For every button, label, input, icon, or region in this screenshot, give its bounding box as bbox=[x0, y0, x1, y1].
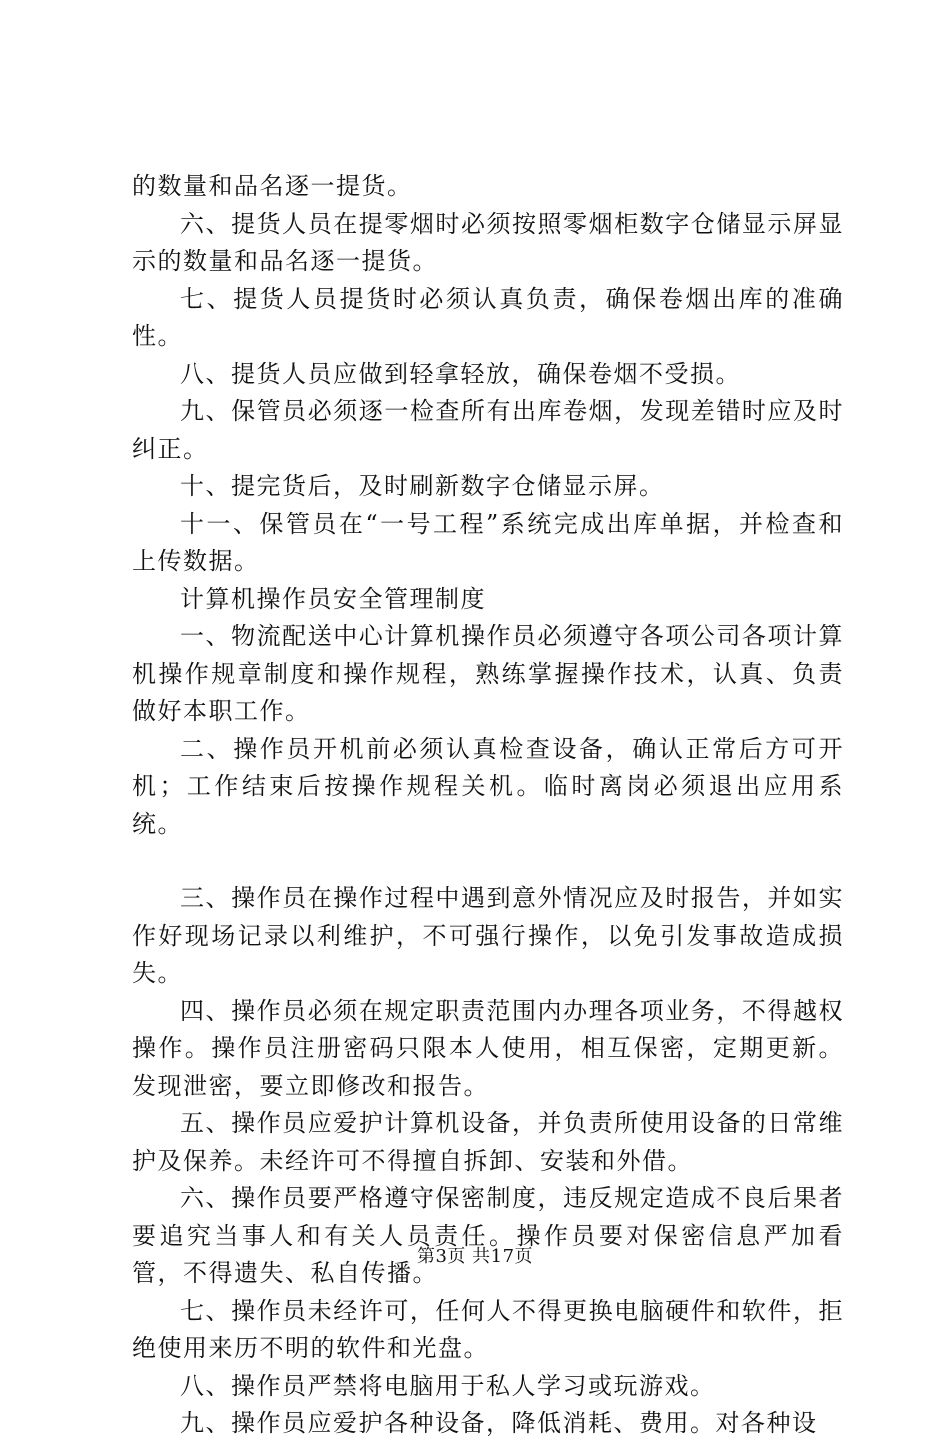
rule-item-2: 二、操作员开机前必须认真检查设备，确认正常后方可开机；工作结束后按操作规程关机。临时离岗必须退出应用系统。 bbox=[132, 734, 844, 838]
paragraph-item-8: 八、提货人员应做到轻拿轻放，确保卷烟不受损。 bbox=[180, 359, 741, 388]
rule-item-1: 一、物流配送中心计算机操作员必须遵守各项公司各项计算机操作规章制度和操作规程，熟练掌握操作技术，认真、负责做好本职工作。 bbox=[132, 622, 844, 725]
rule-item-9: 九、操作员应爱护各种设备，降低消耗、费用。对各种设 bbox=[180, 1409, 818, 1437]
section-heading: 计算机操作员安全管理制度 bbox=[180, 584, 486, 613]
paragraph-gap bbox=[132, 843, 844, 880]
rule-item-4: 四、操作员必须在规定职责范围内办理各项业务，不得越权操作。操作员注册密码只限本人使用，相互保密，定期更新。发现泄密，要立即修改和报告。 bbox=[132, 996, 844, 1100]
paragraph-item-7: 七、提货人员提货时必须认真负责，确保卷烟出库的准确性。 bbox=[132, 284, 844, 350]
paragraph-continuation: 的数量和品名逐一提货。 bbox=[132, 172, 413, 200]
page-number-footer: 第3页 共17页 bbox=[416, 1246, 534, 1267]
paragraph-item-10: 十、提完货后，及时刷新数字仓储显示屏。 bbox=[180, 472, 665, 500]
paragraph-item-6: 六、提货人员在提零烟时必须按照零烟柜数字仓储显示屏显示的数量和品名逐一提货。 bbox=[132, 209, 844, 275]
rule-item-8: 八、操作员严禁将电脑用于私人学习或玩游戏。 bbox=[180, 1371, 716, 1400]
rule-item-3: 三、操作员在操作过程中遇到意外情况应及时报告，并如实作好现场记录以利维护，不可强行操作，以免引发事故造成损失。 bbox=[132, 884, 844, 987]
rule-item-7: 七、操作员未经许可，任何人不得更换电脑硬件和软件，拒绝使用来历不明的软件和光盘。 bbox=[132, 1296, 844, 1362]
paragraph-item-11: 十一、保管员在“一号工程”系统完成出库单据，并检查和上传数据。 bbox=[132, 509, 844, 575]
paragraph-item-9: 九、保管员必须逐一检查所有出库卷烟，发现差错时应及时纠正。 bbox=[132, 397, 844, 463]
rule-item-6: 六、操作员要严格遵守保密制度，违反规定造成不良后果者要追究当事人和有关人员责任。操作员要对保密信息严加看管，不得遗失、私自传播。 bbox=[132, 1184, 844, 1287]
rule-item-5: 五、操作员应爱护计算机设备，并负责所使用设备的日常维护及保养。未经许可不得擅自拆卸、安装和外借。 bbox=[132, 1109, 844, 1175]
